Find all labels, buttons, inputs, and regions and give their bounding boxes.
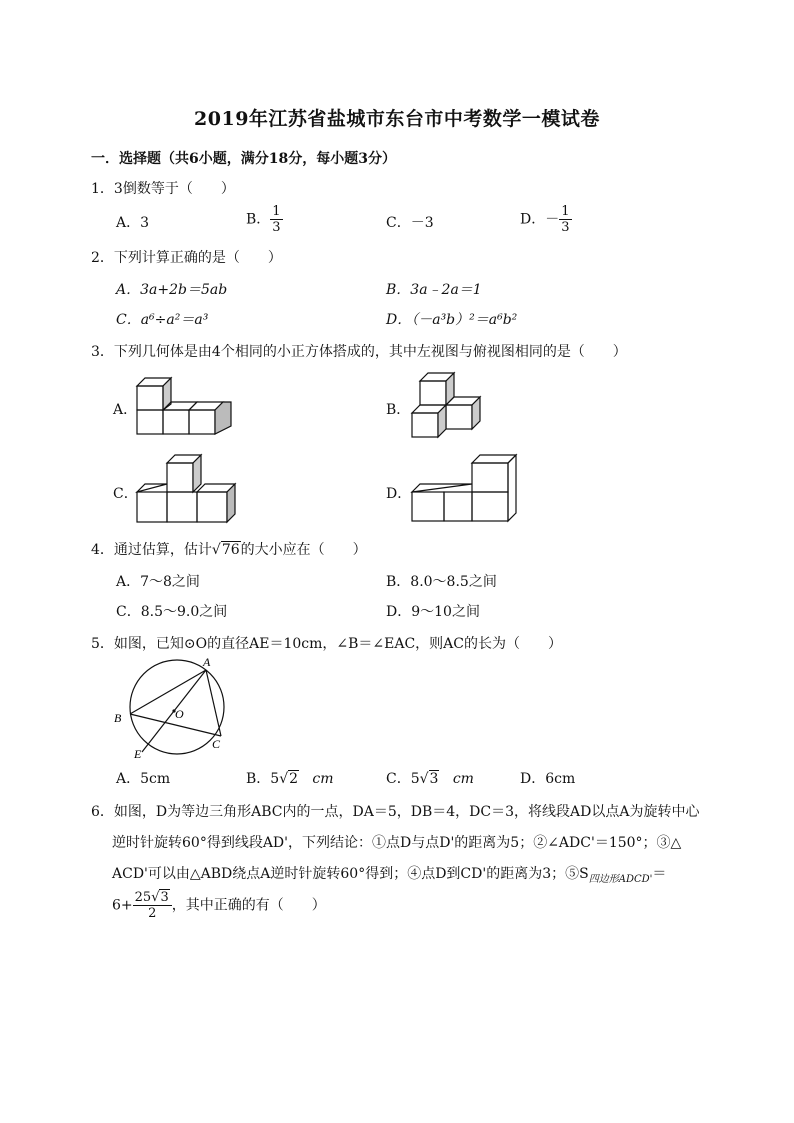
question-3-option-b: B． [386, 402, 411, 418]
question-1-option-d: D．－ $\frac{1}{3}$ [520, 204, 570, 235]
question-2-option-a: A．3a+2b＝5ab [116, 282, 228, 298]
question-2-stem: 2．下列计算正确的是（ ） [91, 250, 282, 266]
cubes-figure-a [135, 375, 235, 437]
question-5-option-c: C．5√3 cm [386, 771, 474, 787]
question-6-line-1: 6．如图，D为等边三角形ABC内的一点，DA＝5，DB＝4，DC＝3，将线段AD以点A为旋转中心 [91, 804, 700, 820]
question-3-option-d: D． [386, 486, 412, 502]
question-6-line-2: 逆时针旋转60°得到线段AD'，下列结论：①点D与点D'的距离为5；②∠ADC'＝150°；③△ [112, 835, 682, 851]
page-title: 2019年江苏省盐城市东台市中考数学一模试卷 [194, 108, 600, 130]
question-3-option-a: A． [113, 402, 138, 418]
question-1-stem: 1．3倒数等于（ ） [91, 181, 235, 197]
question-6-line-3: ACD'可以由△ABD绕点A逆时针旋转60°得到；④点D到CD'的距离为3；$⑤S_{四边形ADCD'}=$ [112, 866, 667, 885]
question-4-option-c: C．8.5～9.0之间 [116, 604, 228, 620]
point-a-label: A [203, 655, 211, 669]
question-6-line-4: 6+ $\frac{25√3}{2}$ ，其中正确的有（ ） [112, 890, 326, 921]
question-4-stem: 4．通过估算，估计√76的大小应在（ ） [91, 542, 367, 558]
question-2-option-b: B．3a﹣2a＝1 [386, 282, 482, 298]
question-4-option-a: A．7～8之间 [116, 574, 200, 590]
question-2-option-d: D．（－a³b）²＝a⁶b² [386, 312, 518, 328]
question-1-option-a: A．3 [116, 215, 150, 231]
cubes-figure-d [410, 455, 520, 525]
point-b-label: B [114, 711, 122, 725]
cubes-figure-c [135, 455, 237, 525]
question-5-option-b: B．5√2 cm [246, 771, 334, 787]
point-o-label: O [175, 707, 184, 721]
question-1-option-b: B． $\frac{1}{3}$ [246, 204, 281, 235]
question-5-option-a: A．5cm [116, 771, 171, 787]
circle-geometry-figure [108, 654, 238, 766]
section-heading: 一．选择题（共6小题，满分18分，每小题3分） [91, 151, 396, 167]
cubes-figure-b [410, 373, 490, 439]
question-4-option-d: D．9～10之间 [386, 604, 480, 620]
point-c-label: C [212, 737, 221, 751]
point-e-label: E [134, 747, 142, 761]
question-3-option-c: C． [113, 486, 138, 502]
question-4-option-b: B．8.0～8.5之间 [386, 574, 497, 590]
question-3-stem: 3．下列几何体是由4个相同的小正方体搭成的，其中左视图与俯视图相同的是（ ） [91, 344, 627, 360]
question-2-option-c: C．a⁶÷a²＝a³ [116, 312, 209, 328]
question-1-option-c: C．－3 [386, 215, 434, 231]
question-5-option-d: D．6cm [520, 771, 576, 787]
question-5-stem: 5．如图，已知⊙O的直径AE＝10cm，∠B＝∠EAC，则AC的长为（ ） [91, 636, 562, 652]
